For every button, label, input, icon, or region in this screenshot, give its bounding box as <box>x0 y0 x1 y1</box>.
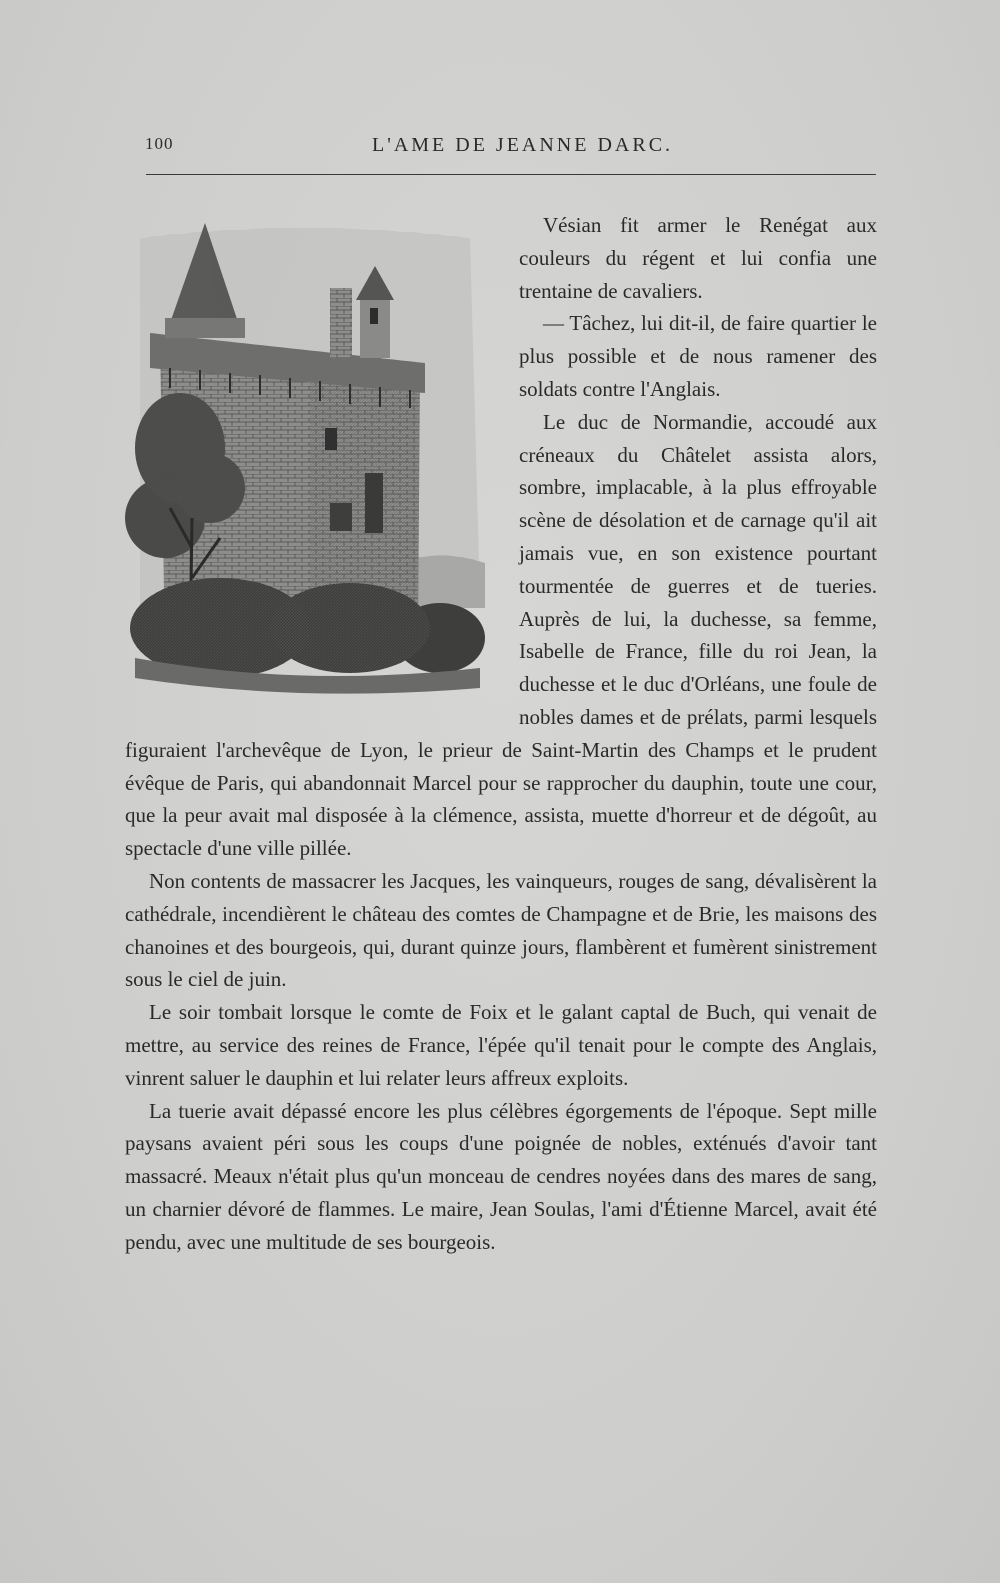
running-title: L'AME DE JEANNE DARC. <box>372 134 674 156</box>
header-rule <box>146 174 876 175</box>
page-number: 100 <box>145 134 174 153</box>
paragraph: Le duc de Normandie, accoudé aux créneaux du Châtelet assista alors, sombre, implacable, à la plus effroyable scène de désolation et de carnage qu'il ait jamais vue, en son existence pourtant tourmentée de guerres et de tueries. Auprès de lui, la duchesse, sa femme, Isabelle de France, fille du roi Jean, la duchesse et le duc d'Orléans, une foule de nobles dames et de prélats, parmi lesquels figuraient l'archevêque de Lyon, le prieur de Saint-Martin des Champs et le prudent évêque de Paris, qui abandonnait Marcel pour se rapprocher du dauphin, toute une cour, que la peur avait mal disposée à la clémence, assista, muette d'horreur et de dégoût, au spectacle d'une ville pillée. <box>125 409 877 861</box>
paragraph: — Tâchez, lui dit-il, de faire quartier le plus possible et de nous ramener des soldats contre l'Anglais. <box>519 311 877 401</box>
paragraph: La tuerie avait dépassé encore les plus célèbres égorgements de l'époque. Sept mille paysans avaient péri sous les coups d'une poignée de nobles, exténués d'avoir tant massacré. Meaux n'était plus qu'un monceau de cendres noyées dans des mares de sang, un charnier dévoré de flammes. Le maire, Jean Soulas, l'ami d'Étienne Marcel, avait été pendu, avec une multitude de ses bourgeois. <box>125 1098 877 1254</box>
figure-float-space <box>125 209 519 709</box>
paragraph: Le soir tombait lorsque le comte de Foix et le galant captal de Buch, qui venait de mettre, au service des reines de France, l'épée qu'il tenait pour le compte des Anglais, vinrent saluer le dauphin et lui relater leurs affreux exploits. <box>125 1000 877 1090</box>
body-text <box>125 209 877 1259</box>
paragraph: Non contents de massacrer les Jacques, les vainqueurs, rouges de sang, dévalisèrent la cathédrale, incendièrent le château des comtes de Champagne et de Brie, les maisons des chanoines et des bourgeois, qui, durant quinze jours, flambèrent et fumèrent sinistrement sous le ciel de juin. <box>125 868 877 992</box>
paragraph: Vésian fit armer le Renégat aux couleurs du régent et lui confia une trentaine de cavaliers. <box>519 213 877 303</box>
